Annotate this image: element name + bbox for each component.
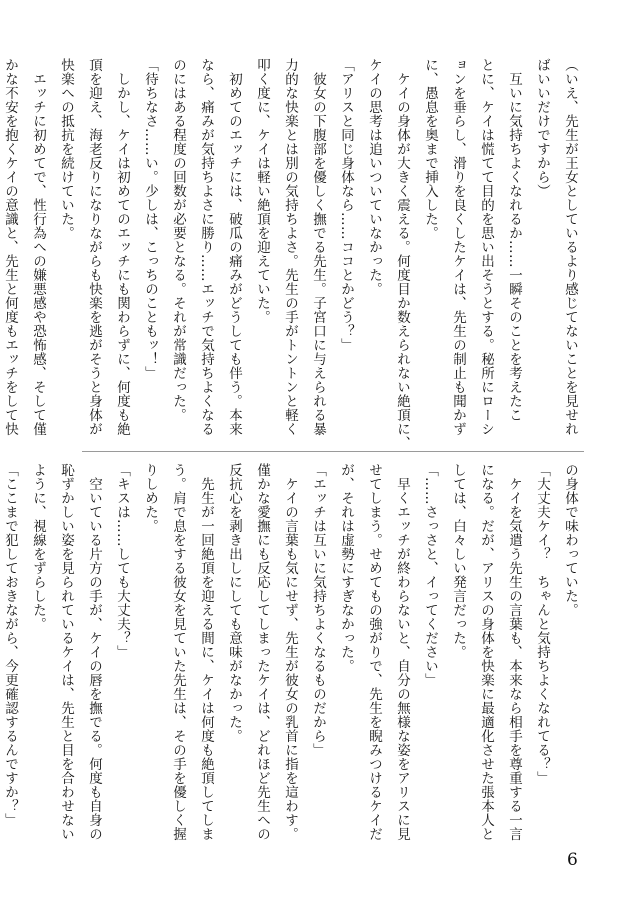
text-line: 初めてのエッチには、破瓜の痛みがどうしても伴う。本来 <box>226 58 242 436</box>
text-line: しては、白々しい発言だった。 <box>450 463 466 659</box>
text-line: かな不安を抱くケイの意識と、先生と何度もエッチをして快 <box>2 58 18 436</box>
text-line: に、愚息を奥まで挿入した。 <box>422 58 438 240</box>
text-line: 「キスは……しても大丈夫？」 <box>114 463 130 659</box>
text-line: 僅かな愛撫にも反応してしまったケイは、どれほど先生への <box>254 463 270 841</box>
text-line: せてしまう。せめてもの強がりで、先生を睨みつけるケイだ <box>366 463 382 841</box>
text-line: （いえ、先生が王女としているより感じてないことを見せれ <box>562 58 578 436</box>
text-line: ケイの思考は追いついていなかった。 <box>366 58 382 296</box>
text-line: ョンを垂らし、滑りを良くしたケイは、先生の制止も聞かず <box>450 58 466 436</box>
text-line: になる。だが、アリスの身体を快楽に最適化させた張本人と <box>478 463 494 841</box>
text-line: 互いに気持ちよくなれるか……一瞬そのことを考えたこ <box>506 58 522 422</box>
text-line: 「アリスと同じ身体なら……ココとかどう？」 <box>338 58 354 352</box>
text-line: なら、痛みが気持ちよさに勝り……エッチで気持ちよくなる <box>198 58 214 436</box>
text-line: ように、視線をずらした。 <box>30 463 46 631</box>
text-line: 「大丈夫ケイ？ ちゃんと気持ちよくなれてる？」 <box>534 463 550 785</box>
text-line: 「……さっさと、イってください」 <box>422 463 438 687</box>
text-line: 恥ずかしい姿を見られているケイは、先生と目を合わせない <box>58 463 74 841</box>
text-line: 頂を迎え、海老反りになりながらも快楽を逃がそうと身体が <box>86 58 102 436</box>
section-divider <box>82 451 584 452</box>
text-line: ケイの言葉も気にせず、先生が彼女の乳首に指を這わす。 <box>282 463 298 841</box>
text-line: う。肩で息をする彼女を見ていた先生は、その手を優しく握 <box>170 463 186 841</box>
text-line: 「ここまで犯しておきながら、今更確認するんですか？」 <box>2 463 18 827</box>
text-line: ばいいだけですから） <box>534 58 550 198</box>
text-line: の身体で味わっていた。 <box>562 463 578 617</box>
lower-text-block <box>2 463 584 855</box>
text-line: とに、ケイは慌てて目的を思い出そうとする。秘所にローシ <box>478 58 494 436</box>
text-line: 快楽への抵抗を続けていた。 <box>58 58 74 240</box>
text-line: 反抗心を剥き出しにしても意味がなかった。 <box>226 463 242 743</box>
text-line: りしめた。 <box>142 463 158 533</box>
text-line: 「エッチは互いに気持ちよくなるものだから」 <box>310 463 326 757</box>
text-line: 力的な快楽とは別の気持ちよさ。先生の手がトントンと軽く <box>282 58 298 436</box>
text-line: ケイを気遣う先生の言葉も、本来なら相手を尊重する一言 <box>506 463 522 841</box>
text-line: エッチに初めてで、性行為への嫌悪感や恐怖感、そして僅 <box>30 58 46 436</box>
upper-text-block <box>2 58 584 450</box>
text-line: 先生が一回絶頂を迎える間に、ケイは何度も絶頂してしま <box>198 463 214 841</box>
text-line: しかし、ケイは初めてのエッチにも関わらずに、何度も絶 <box>114 58 130 436</box>
text-line: 早くエッチが終わらないと、自分の無様な姿をアリスに見 <box>394 463 410 841</box>
text-line: が、それは虚勢にすぎなかった。 <box>338 463 354 673</box>
text-line: 叩く度に、ケイは軽い絶頂を迎えていた。 <box>254 58 270 324</box>
text-line: 彼女の下腹部を優しく撫でる先生。子宮口に与えられる暴 <box>310 58 326 436</box>
text-line: のにはある程度の回数が必要となる。それが常識だった。 <box>170 58 186 422</box>
text-line: 空いている片方の手が、ケイの唇を撫でる。何度も自身の <box>86 463 102 841</box>
text-line: ケイの身体が大きく震える。何度目か数えられない絶頂に、 <box>394 58 410 450</box>
page-number: 6 <box>567 850 578 870</box>
text-line: 「待ちなさ……い。少しは、こっちのこともッ！」 <box>142 58 158 380</box>
